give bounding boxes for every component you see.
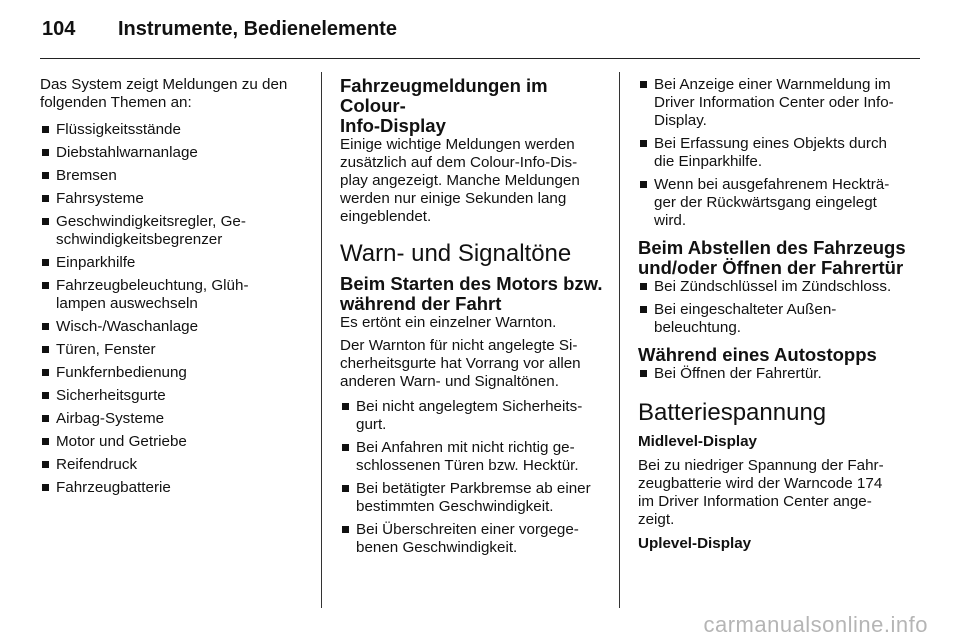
heading-abstellen: Beim Abstellen des Fahrzeugs und/oder Öffnen der Fahrertür bbox=[638, 237, 906, 278]
list-item: Einparkhilfe bbox=[40, 254, 312, 272]
list-item: Wenn bei ausgefahrenem Heckträ- ger der Rückwärtsgang eingelegt wird. bbox=[638, 176, 906, 230]
column-divider-1 bbox=[321, 72, 322, 608]
heading-autostopp: Während eines Autostopps bbox=[638, 344, 877, 365]
list-item: Bei eingeschalteter Außen- beleuchtung. bbox=[638, 301, 906, 337]
list-item: Airbag-Systeme bbox=[40, 410, 312, 428]
page-number: 104 bbox=[42, 18, 76, 40]
list-item: Fahrsysteme bbox=[40, 190, 312, 208]
warning-list-1 bbox=[340, 398, 606, 557]
single-warning-paragraph: Es ertönt ein einzelner Warnton. bbox=[340, 314, 557, 331]
heading-colour-info-display: Fahrzeugmeldungen im Colour- Info-Display bbox=[340, 75, 548, 136]
list-item: Bei nicht angelegtem Sicherheits- gurt. bbox=[340, 398, 606, 434]
list-item: Diebstahlwarnanlage bbox=[40, 144, 312, 162]
section-title-warn: Warn- und Signaltöne bbox=[340, 240, 572, 267]
list-item: Bei Erfassung eines Objekts durch die Einparkhilfe. bbox=[638, 135, 906, 171]
list-item: Motor und Getriebe bbox=[40, 433, 312, 451]
battery-paragraph: Bei zu niedriger Spannung der Fahr- zeugbatterie wird der Warncode 174 im Driver Information Center ange- zeigt. bbox=[638, 457, 884, 528]
list-item: Geschwindigkeitsregler, Ge- schwindigkeitsbegrenzer bbox=[40, 213, 312, 249]
list-item: Wisch-/Waschanlage bbox=[40, 318, 312, 336]
list-item: Sicherheitsgurte bbox=[40, 387, 312, 405]
column-1 bbox=[40, 76, 312, 502]
watermark: carmanualsonline.info bbox=[703, 612, 928, 637]
list-item: Bei Anzeige einer Warnmeldung im Driver Information Center oder Info- Display. bbox=[638, 76, 906, 130]
column-2 bbox=[340, 76, 606, 562]
list-item: Fahrzeugbeleuchtung, Glüh- lampen auswechseln bbox=[40, 277, 312, 313]
warning-list-3 bbox=[638, 278, 906, 337]
list-item: Bei Öffnen der Fahrertür. bbox=[638, 365, 906, 383]
list-item: Bei Überschreiten einer vorgege- benen Geschwindigkeit. bbox=[340, 521, 606, 557]
list-item: Fahrzeugbatterie bbox=[40, 479, 312, 497]
column-3 bbox=[638, 76, 906, 553]
list-item: Bei betätigter Parkbremse ab einer bestimmten Geschwindigkeit. bbox=[340, 480, 606, 516]
subheading-uplevel: Uplevel-Display bbox=[638, 535, 752, 552]
warning-list-2 bbox=[638, 76, 906, 230]
section-title-battery: Batteriespannung bbox=[638, 399, 827, 426]
heading-motor-start: Beim Starten des Motors bzw. während der Fahrt bbox=[340, 273, 603, 314]
list-item: Reifendruck bbox=[40, 456, 312, 474]
list-item: Funkfernbedienung bbox=[40, 364, 312, 382]
page-title: Instrumente, Bedienelemente bbox=[118, 18, 397, 40]
subheading-midlevel: Midlevel-Display bbox=[638, 433, 758, 450]
list-item: Bei Zündschlüssel im Zündschloss. bbox=[638, 278, 906, 296]
topic-list bbox=[40, 121, 312, 497]
seatbelt-priority-paragraph: Der Warnton für nicht angelegte Si- cherheitsgurte hat Vorrang vor allen anderen Warn- und Signaltönen. bbox=[340, 337, 581, 390]
list-item: Bremsen bbox=[40, 167, 312, 185]
list-item: Flüssigkeitsstände bbox=[40, 121, 312, 139]
list-item: Türen, Fenster bbox=[40, 341, 312, 359]
intro-paragraph: Das System zeigt Meldungen zu den folgenden Themen an: bbox=[40, 76, 288, 111]
column-divider-2 bbox=[619, 72, 620, 608]
colour-info-paragraph: Einige wichtige Meldungen werden zusätzlich auf dem Colour-Info-Dis- play angezeigt. Manche Meldungen werden nur einige Sekunden lang eingeblendet. bbox=[340, 136, 580, 225]
header-rule bbox=[40, 58, 920, 59]
list-item: Bei Anfahren mit nicht richtig ge- schlossenen Türen bzw. Hecktür. bbox=[340, 439, 606, 475]
warning-list-4 bbox=[638, 365, 906, 383]
page-header bbox=[42, 18, 397, 41]
